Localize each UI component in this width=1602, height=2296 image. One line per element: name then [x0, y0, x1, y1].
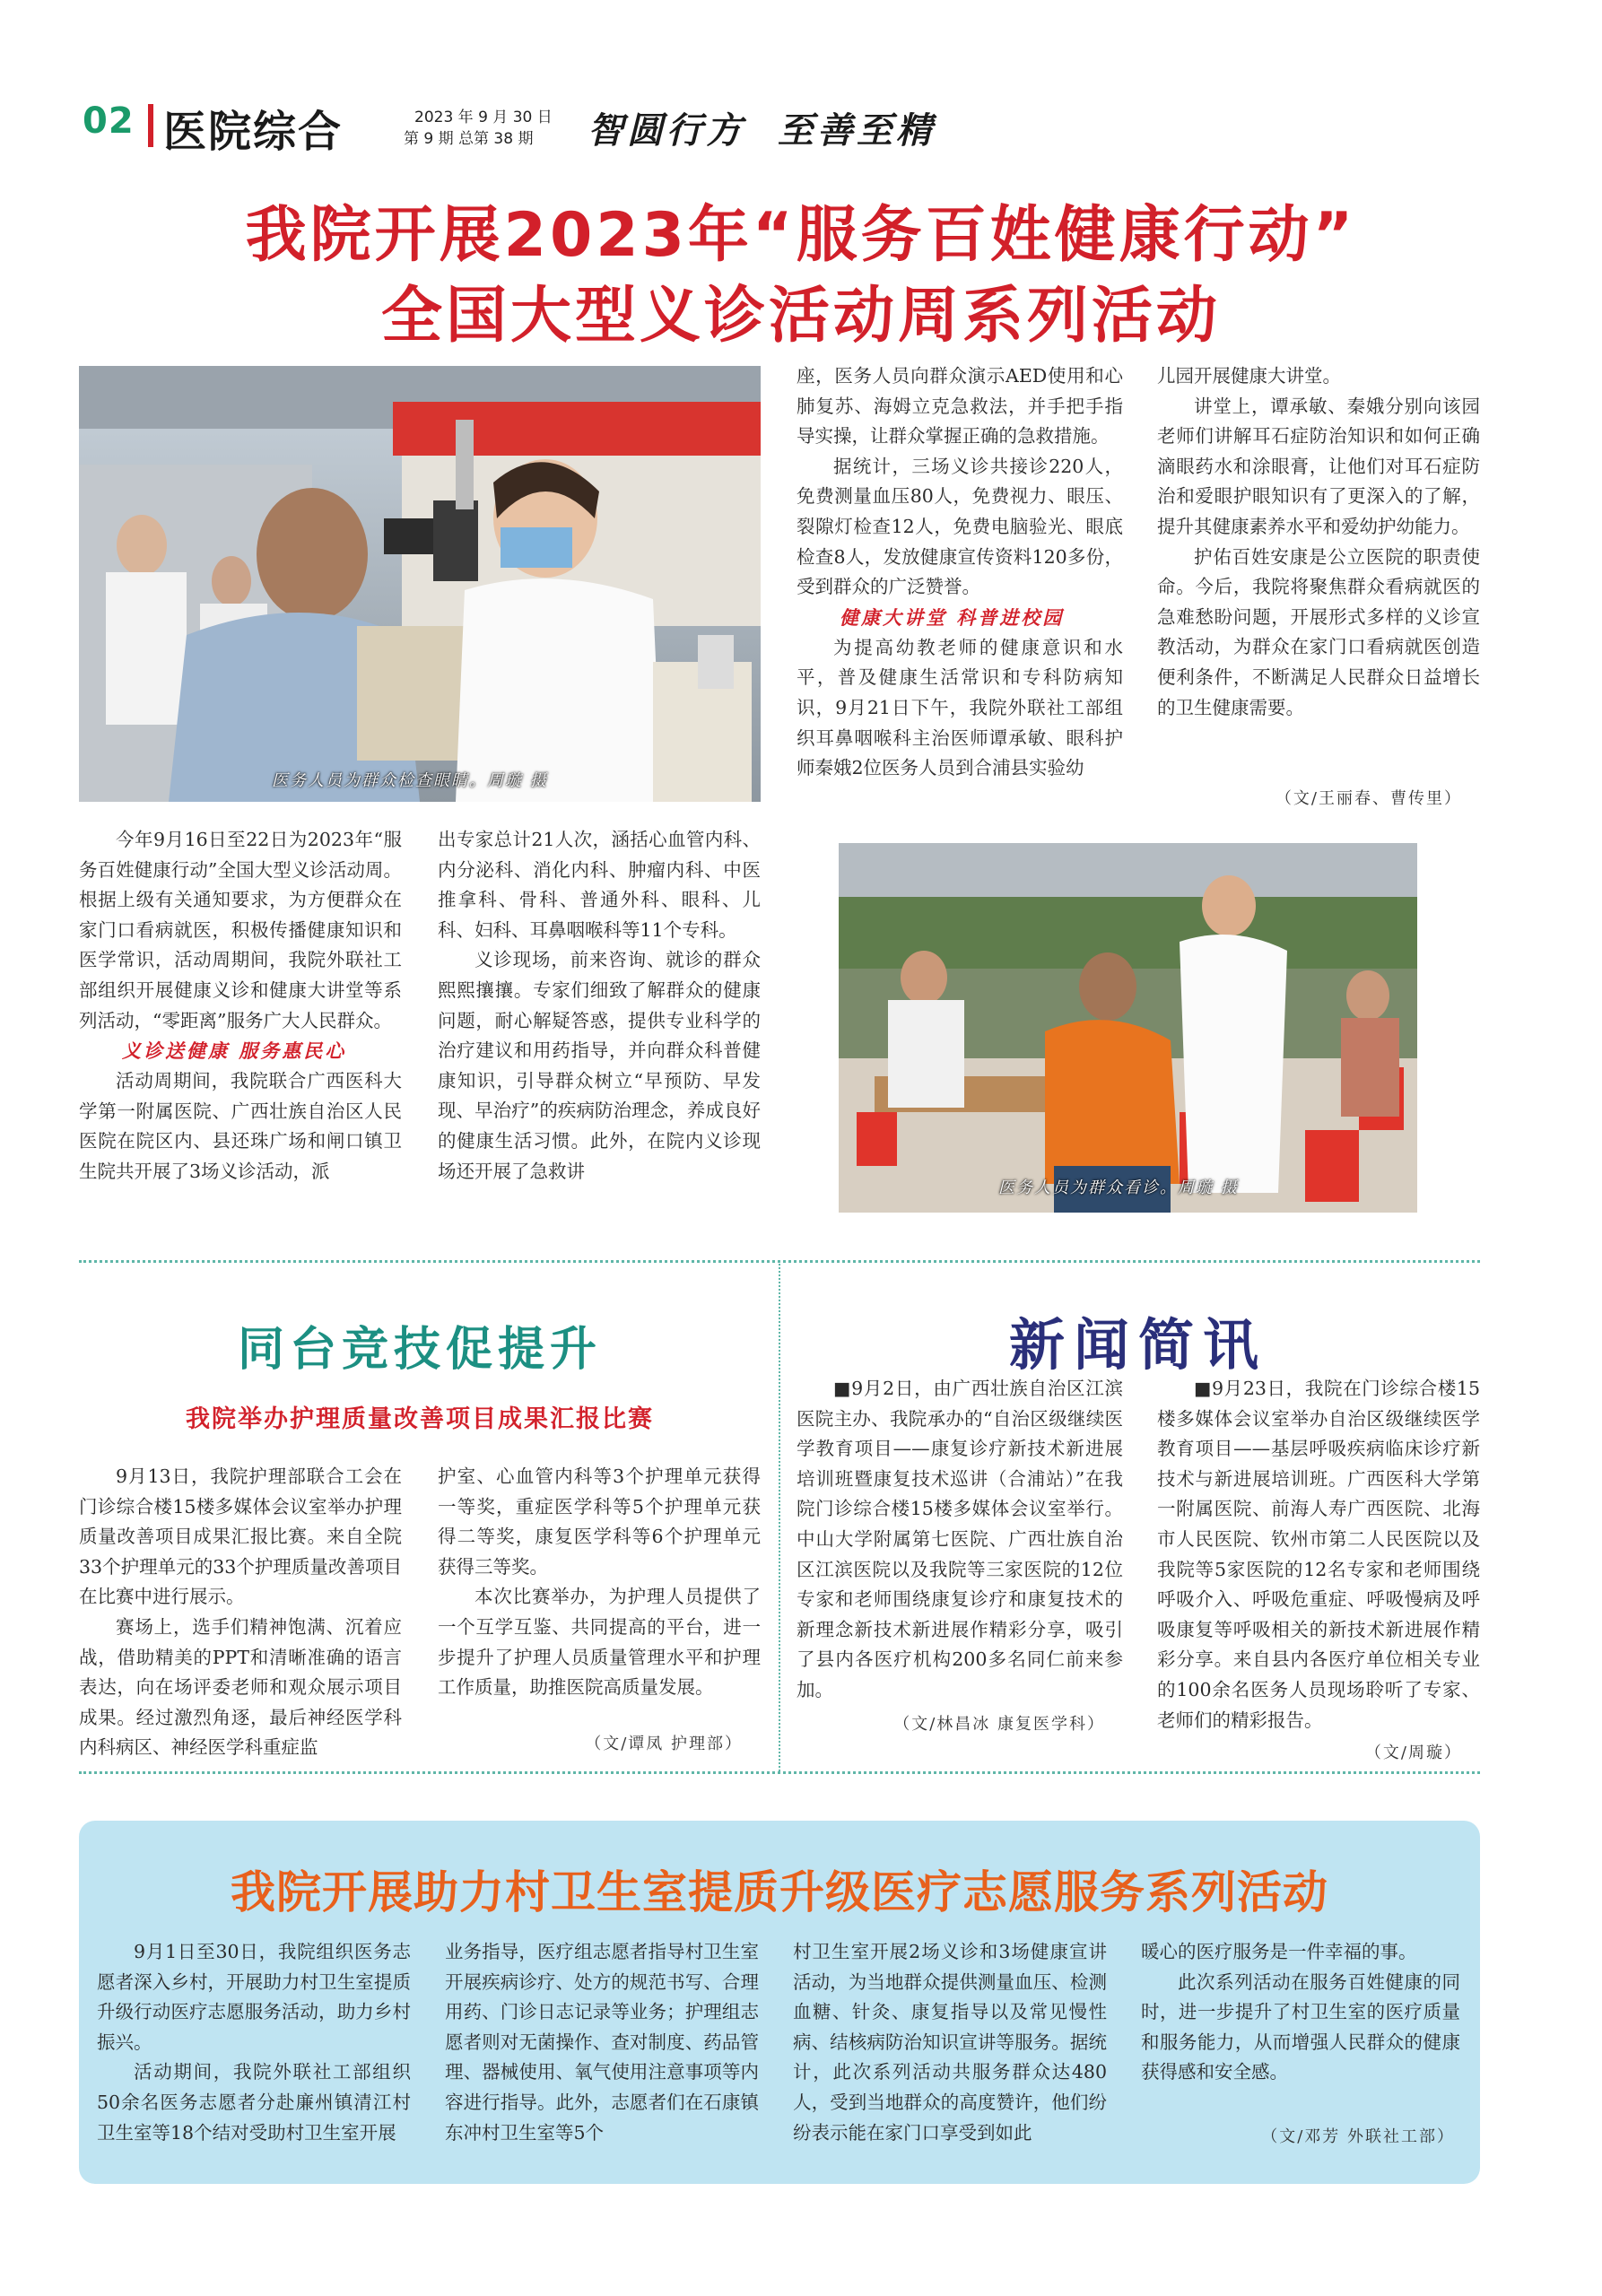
- issue-number: 第 9 期 总第 38 期: [404, 130, 534, 148]
- article2-col2-p1: 护室、心血管内科等3个护理单元获得一等奖，重症医学科等5个护理单元获得二等奖，康复医学科等6个护理单元获得三等奖。: [438, 1465, 761, 1578]
- news-title: 新闻简讯: [1008, 1312, 1267, 1378]
- article3-col1-p2: 活动期间，我院外联社工部组织50余名医务志愿者分赴廉州镇清江村卫生室等18个结对受助村卫生室开展: [97, 2061, 411, 2144]
- main-subheading-1: 义诊送健康 服务惠民心: [122, 1039, 347, 1063]
- photo-eye-exam-caption: 医务人员为群众检查眼睛。周璇 摄: [272, 771, 548, 790]
- main-col2-p1: 出专家总计21人次，涵括心血管内科、内分泌科、消化内科、肿瘤内科、中医推拿科、骨科、普通外科、眼科、儿科、妇科、耳鼻咽喉科等11个专科。: [438, 829, 761, 941]
- article2-col1-p2: 赛场上，选手们精神饱满、沉着应战，借助精美的PPT和清晰准确的语言表达，向在场评委老师和观众展示项目成果。经过激烈角逐，最后神经医学科内科病区、神经医学科重症监: [79, 1615, 402, 1759]
- main-title-line2: 全国大型义诊活动周系列活动: [380, 281, 1221, 352]
- news-item-2: [1157, 1374, 1480, 1735]
- photo-eye-exam-image: [79, 366, 761, 802]
- main-credit: （文/王丽春、曹传里）: [1275, 789, 1462, 808]
- main-col4-p1: 儿园开展健康大讲堂。: [1157, 365, 1341, 387]
- section-title: 医院综合: [163, 107, 344, 157]
- main-col-1: [79, 825, 402, 1187]
- article2-col-1: [79, 1462, 402, 1763]
- article3-col4-p2: 此次系列活动在服务百姓健康的同时，进一步提升了村卫生室的医疗质量和服务能力，从而增强人民群众的健康获得感和安全感。: [1141, 1970, 1460, 2083]
- news-item2-text: ■9月23日，我院在门诊综合楼15楼多媒体会议室举办自治区级继续医学教育项目——基层呼吸疾病临床诊疗新技术与新进展培训班。广西医科大学第一附属医院、前海人寿广西医院、北海市人民医院、钦州市第二人民医院以及我院等5家医院的12名专家和老师围绕呼吸介入、呼吸危重症、呼吸慢病及呼吸康复等呼吸相关的新技术新进展作精彩分享。来自县内各医疗单位相关专业的100余名医务人员现场聆听了专家、老师们的精彩报告。: [1157, 1378, 1480, 1731]
- main-col3-p2: 据统计，三场义诊共接诊220人，免费测量血压80人，免费视力、眼压、裂隙灯检查12人，免费电脑验光、眼底检查8人，发放健康宣传资料120多份，受到群众的广泛赞誉。: [797, 455, 1123, 598]
- main-col3-p3: 为提高幼教老师的健康意识和水平，普及健康生活常识和专科防病知识，9月21日下午，我院外联社工部组织耳鼻咽喉科主治医师谭承敏、眼科护师秦娥2位医务人员到合浦县实验幼: [797, 636, 1123, 779]
- main-subheading-2: 健康大讲堂 科普进校园: [840, 605, 1065, 629]
- article2-col1-p1: 9月13日，我院护理部联合工会在门诊综合楼15楼多媒体会议室举办护理质量改善项目成果汇报比赛。来自全院33个护理单元的33个护理质量改善项目在比赛中进行展示。: [79, 1465, 402, 1608]
- main-col-2: [438, 825, 761, 1187]
- article2-col2-p2: 本次比赛举办，为护理人员提供了一个互学互鉴、共同提高的平台，进一步提升了护理人员质量管理水平和护理工作质量，助推医院高质量发展。: [438, 1586, 761, 1699]
- main-col4-p3: 护佑百姓安康是公立医院的职责使命。今后，我院将聚焦群众看病就医的急难愁盼问题，开展形式多样的义诊宣教活动，为群众在家门口看病就医创造便利条件，不断满足人民群众日益增长的卫生健康需要。: [1157, 545, 1480, 718]
- article2-title: 同台竞技促提升: [237, 1323, 602, 1377]
- header-motto: 智圆行方 至善至精: [588, 109, 936, 152]
- photo-consultation: [839, 843, 1417, 1213]
- separator-middle: [779, 1260, 780, 1771]
- news-item1-text: ■9月2日，由广西壮族自治区江滨医院主办、我院承办的“自治区级继续医学教育项目——康复诊疗新技术新进展培训班暨康复技术巡讲（合浦站）”在我院门诊综合楼15楼多媒体会议室举行。中山大学附属第七医院、广西壮族自治区江滨医院以及我院等三家医院的12位专家和老师围绕康复诊疗和康复技术的新理念新技术新进展作精彩分享，吸引了县内各医疗机构200多名同仁前来参加。: [797, 1378, 1123, 1700]
- separator-bottom: [79, 1771, 1480, 1774]
- article3-col4-p1: 暖心的医疗服务是一件幸福的事。: [1141, 1941, 1417, 1962]
- article2-subtitle: 我院举办护理质量改善项目成果汇报比赛: [186, 1405, 654, 1433]
- main-col4-p2: 讲堂上，谭承敏、秦娥分别向该园老师们讲解耳石症防治知识和如何正确滴眼药水和涂眼膏，让他们对耳石症防治和爱眼护眼知识有了更深入的了解，提升其健康素养水平和爱幼护幼能力。: [1157, 395, 1480, 537]
- article3-col-2: [445, 1937, 759, 2148]
- news-item-1: [797, 1374, 1123, 1706]
- main-title-line1: 我院开展2023年“服务百姓健康行动”: [245, 200, 1357, 271]
- header-divider: [148, 104, 153, 147]
- news-item2-credit: （文/周璇）: [1364, 1744, 1462, 1762]
- article3-col1-p1: 9月1日至30日，我院组织医务志愿者深入乡村，开展助力村卫生室提质升级行动医疗志愿服务活动，助力乡村振兴。: [97, 1941, 411, 2053]
- article3-col-3: [793, 1937, 1107, 2148]
- article2-credit: （文/谭凤 护理部）: [585, 1735, 743, 1753]
- article3-col-1: [97, 1937, 411, 2148]
- news-item1-credit: （文/林昌冰 康复医学科）: [893, 1715, 1105, 1734]
- page-number: 02: [83, 100, 135, 142]
- article3-credit: （文/邓芳 外联社工部）: [1261, 2127, 1455, 2146]
- main-col2-p2: 义诊现场，前来咨询、就诊的群众熙熙攘攘。专家们细致了解群众的健康问题，耐心解疑答惑，提供专业科学的治疗建议和用药指导，并向群众科普健康知识，引导群众树立“早预防、早发现、早治疗”的疾病防治理念，养成良好的健康生活习惯。此外，在院内义诊现场还开展了急救讲: [438, 949, 761, 1182]
- article3-col-4: [1141, 1937, 1460, 2088]
- main-col3-p1: 座，医务人员向群众演示AED使用和心肺复苏、海姆立克急救法，并手把手指导实操，让群众掌握正确的急救措施。: [797, 365, 1123, 448]
- main-col1-p2: 活动周期间，我院联合广西医科大学第一附属医院、广西壮族自治区人民医院在院区内、县还珠广场和闸口镇卫生院共开展了3场义诊活动，派: [79, 1070, 402, 1182]
- issue-date: 2023 年 9 月 30 日: [414, 109, 553, 126]
- photo-consultation-caption: 医务人员为群众看诊。周璇 摄: [998, 1178, 1239, 1197]
- article3-col2-p1: 业务指导，医疗组志愿者指导村卫生室开展疾病诊疗、处方的规范书写、合理用药、门诊日志记录等业务；护理组志愿者则对无菌操作、查对制度、药品管理、器械使用、氧气使用注意事项等内容进行指导。此外，志愿者们在石康镇东冲村卫生室等5个: [445, 1941, 759, 2144]
- article3-col3-p1: 村卫生室开展2场义诊和3场健康宣讲活动，为当地群众提供测量血压、检测血糖、针灸、康复指导以及常见慢性病、结核病防治知识宣讲等服务。据统计，此次系列活动共服务群众达480人，受到当地群众的高度赞许，他们纷纷表示能在家门口享受到如此: [793, 1941, 1107, 2144]
- article2-col-2: [438, 1462, 761, 1703]
- photo-consultation-image: [839, 843, 1417, 1213]
- main-col-4: [1157, 361, 1480, 723]
- article3-title: 我院开展助力村卫生室提质升级医疗志愿服务系列活动: [231, 1866, 1328, 1918]
- photo-eye-exam: [79, 366, 761, 802]
- main-col1-p1: 今年9月16日至22日为2023年“服务百姓健康行动”全国大型义诊活动周。根据上级有关通知要求，为方便群众在家门口看病就医，积极传播健康知识和医学常识，活动周期间，我院外联社工部组织开展健康义诊和健康大讲堂等系列活动，“零距离”服务广大人民群众。: [79, 829, 402, 1031]
- main-col-3: [797, 361, 1123, 784]
